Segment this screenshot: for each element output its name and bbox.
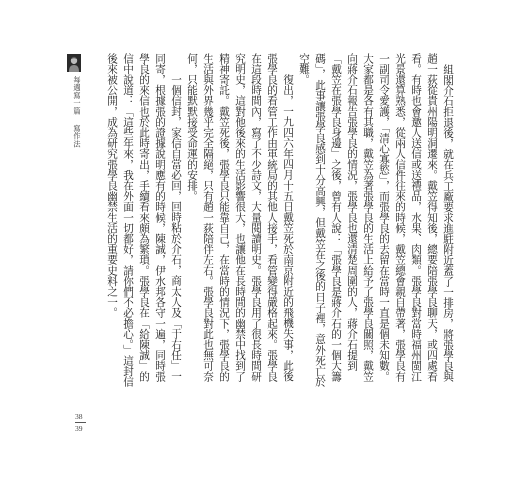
page-number-right: 39 (75, 424, 83, 433)
page-number-block (75, 412, 91, 433)
page-number-divider (75, 422, 86, 423)
running-title: 每週寫一篇 寫作法 (73, 76, 82, 148)
portrait-figure (67, 54, 81, 72)
paragraph: 一個信封，家信自當必回，回時粘於介石，商太人及「于右任」一同寄，根據張的證據說明應有的時候，陳誠，伊水邦各守一遍，同時張學良的來信也於此時寄出，手續看來頗為繁瑣。張學良在「給陳誠」的信中說道：「這些年來，我在外面一切都好，請你們不必擔心。」這封信後來被公開，成為研究張學良幽禁生活的重要史料之一。 (106, 53, 182, 387)
body-text (104, 53, 456, 391)
page-number-left: 38 (75, 412, 83, 421)
paragraph: 復出，一九四六年四月十五日戴笠死於南京附近的飛機失事，此後張學良的看管工作由軍統局的其他人接手，看管變得嚴格起來。張學良在這段時間內，寫了不少詩文，大量閱讀明史。張學良用了很長時間研究明史，這對他後來的生活影響很大，也讓他在長時間的幽禁中找到了精神寄託。戴笠死後，張學良只能靠自己，在當時的情況下，張學良的生活與外界幾乎完全隔絕，只有趙一荻陪伴左右。張學良對此也無可奈何，只能默默接受命運的安排。 (186, 53, 294, 382)
paragraph: 組閣介石拒退後，就在兵工廠要求進駐附近蓋了一排房，將張學良與趙一荻從貴州陽明洞遷來。戴笠得知後，總要陪張學良聊天，或四處看看。有時也會邀人送信或送禮品，水果、肉類。張學良對當時福州閩江光景還算熟悉，從兩人信件往來的時候，戴笠總會親自帶著，張學良有一副司令愛護，「清心寡慾」，而張學良的去留在當時一直是個未知數。大家都是各有其職，戴笠為著張學良的生活上給予了張學良關照，戴笠向蔣介石報告張學良的情況，張學良也還清楚周圍的人，蔣介石提到「戴笠在張學良身邊」之後，曾有人說：「張學良是蔣介石的一個大籌碼」，此事讓張學良感到十分高興，但戴笠在之後的日子裡，意外死亡於空難。 (298, 53, 454, 387)
author-portrait-image (67, 54, 81, 72)
